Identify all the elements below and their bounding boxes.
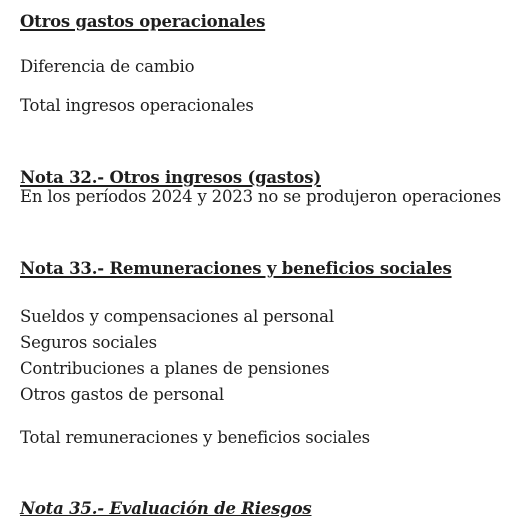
nota-33-item: Sueldos y compensaciones al personal	[20, 307, 334, 326]
nota-33-item: Seguros sociales	[20, 333, 157, 352]
nota-32-text: En los períodos 2024 y 2023 no se produjeron operaciones	[20, 187, 502, 206]
nota-35-heading: Nota 35.- Evaluación de Riesgos	[20, 499, 312, 518]
total-ingresos-line: Total ingresos operacionales	[20, 96, 254, 115]
otros-gastos-heading: Otros gastos operacionales	[20, 12, 266, 31]
nota-33-item: Otros gastos de personal	[20, 385, 224, 404]
nota-33-item: Contribuciones a planes de pensiones	[20, 359, 330, 378]
nota-32-heading: Nota 32.- Otros ingresos (gastos)	[20, 168, 321, 187]
diferencia-cambio-line: Diferencia de cambio	[20, 57, 195, 76]
nota-33-heading: Nota 33.- Remuneraciones y beneficios sociales	[20, 259, 452, 278]
nota-33-total: Total remuneraciones y beneficios sociales	[20, 428, 370, 447]
